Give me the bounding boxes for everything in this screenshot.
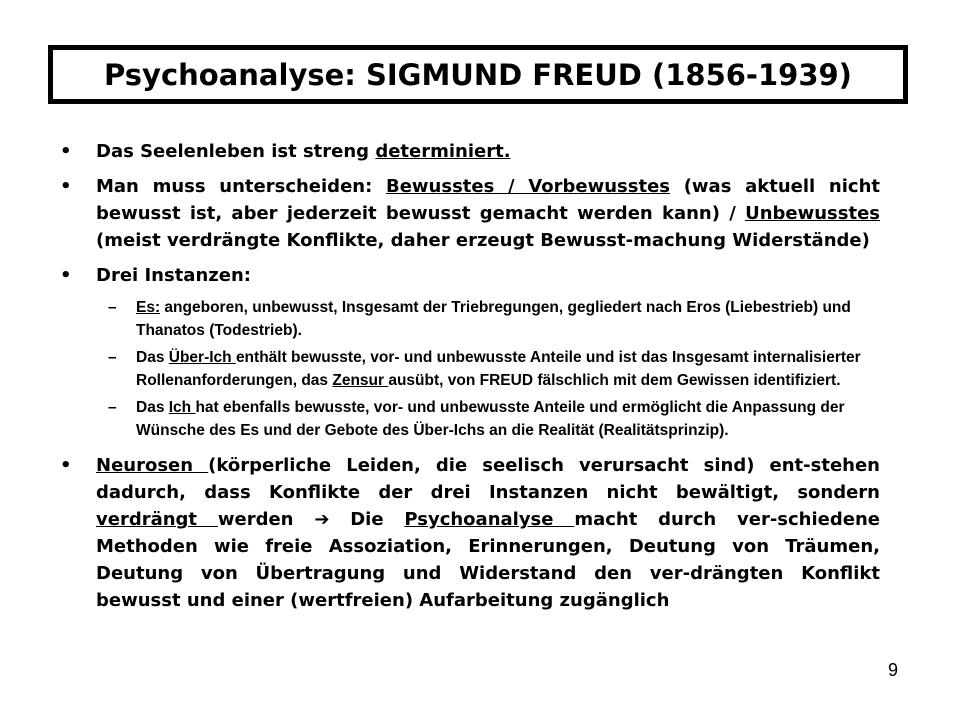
sub-bullet-text: enthält bewusste, vor- und unbewusste Anteile und ist das Insgesamt internalisierter Rollenanforderungen, das — [136, 349, 861, 389]
bullet-neurosen — [60, 452, 880, 614]
sub-bullet-text: hat ebenfalls bewusste, vor- und unbewusste Anteile und ermöglicht die Anpassung der Wünsche des Es und der Gebote des Über-Ichs an die Realität (Realitätsprinzip). — [136, 399, 845, 439]
underlined-term: Psychoanalyse — [404, 509, 575, 530]
underlined-term: Es: — [136, 299, 161, 316]
underlined-term: Ich — [168, 399, 196, 416]
bullet-text: (was aktuell nicht bewusst ist, aber jederzeit bewusst gemacht werden kann) / — [96, 176, 880, 224]
title-box — [48, 45, 908, 104]
bullet-text: Man muss unterscheiden: — [96, 176, 386, 197]
arrow-icon: ➔ — [314, 509, 330, 530]
sub-bullet-text: Das — [136, 349, 169, 366]
sub-bullet-es — [60, 297, 880, 342]
underlined-term: Bewusstes / Vorbewusstes — [386, 176, 670, 197]
bullet-text: (körperliche Leiden, die seelisch verursacht sind) ent-stehen dadurch, dass Konflikte der drei Instanzen nicht bewältigt, sondern — [96, 455, 880, 503]
bullet-distinction — [60, 173, 880, 254]
sub-bullet-dash: – — [108, 349, 117, 366]
underlined-term: Unbewusstes — [745, 203, 880, 224]
bullet-instances — [60, 262, 880, 289]
underlined-term: determiniert. — [375, 141, 511, 162]
bullet-text: Drei Instanzen: — [96, 265, 251, 286]
page-number: 9 — [888, 660, 899, 680]
underlined-term: Neurosen — [96, 455, 209, 476]
sub-bullet-ueber-ich — [60, 347, 880, 392]
sub-bullet-text: angeboren, unbewusst, Insgesamt der Triebregungen, gegliedert nach Eros (Liebestrieb) und Thanatos (Todestrieb). — [136, 299, 851, 339]
bullet-text: werden — [217, 509, 315, 530]
bullet-text: macht durch ver-schiedene Methoden wie freie Assoziation, Erinnerungen, Deutung von Träumen, Deutung von Übertragung und Widerstand den ver-drängten Konflikt bewusst und einer (wertfreien) Aufarbeitung zugänglich — [96, 509, 880, 611]
sub-bullet-text: Das — [136, 399, 169, 416]
sub-bullet-dash: – — [108, 299, 117, 316]
bullet-dot: • — [60, 265, 72, 286]
bullet-text: (meist verdrängte Konflikte, daher erzeugt Bewusst-machung Widerstände) — [96, 230, 870, 251]
bullet-dot: • — [60, 141, 72, 162]
underlined-term: Zensur — [332, 371, 389, 389]
bullet-dot: • — [60, 455, 72, 476]
slide-title: Psychoanalyse: SIGMUND FREUD (1856-1939) — [104, 57, 852, 92]
slide-content — [60, 138, 880, 622]
underlined-term: Über-Ich — [168, 349, 236, 366]
bullet-text: Die — [329, 509, 405, 530]
underlined-term: verdrängt — [96, 509, 218, 530]
bullet-dot: • — [60, 176, 72, 197]
sub-bullet-text: ausübt, von FREUD fälschlich mit dem Gewissen identifiziert. — [388, 371, 841, 389]
sub-bullet-ich — [60, 397, 880, 442]
sub-bullet-dash: – — [108, 399, 117, 416]
bullet-text: Das Seelenleben ist streng — [96, 141, 376, 162]
bullet-determinism — [60, 138, 880, 165]
